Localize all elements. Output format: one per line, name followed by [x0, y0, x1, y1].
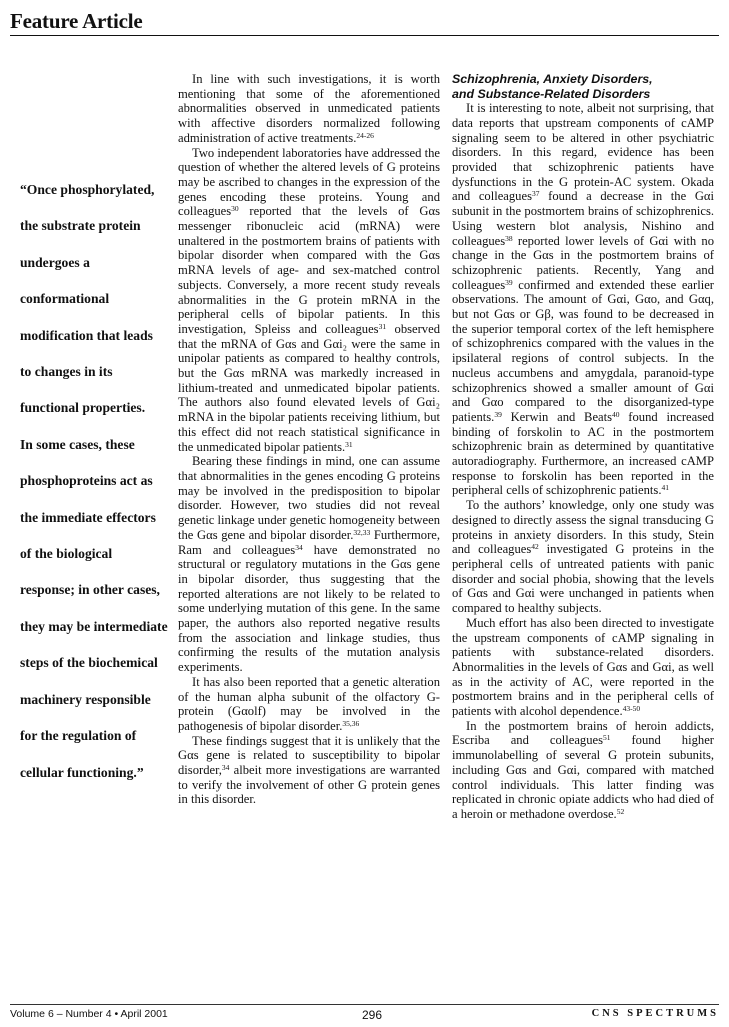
pull-quote-line: steps of the biochemical: [20, 655, 158, 671]
body-paragraph: [178, 146, 440, 455]
right-column: [452, 72, 714, 822]
pull-quote-line: machinery responsible: [20, 691, 151, 707]
body-paragraph: [178, 72, 440, 146]
pull-quote-line: “Once phosphorylated,: [20, 182, 155, 197]
citation-ref: 24-26: [356, 130, 374, 140]
body-paragraph: [452, 616, 714, 719]
paragraph-text: Two independent laboratories have addressed the question of whether the altered levels of G proteins may be ascribed to changes in the expression of the genes encoding these proteins. Young and colleagues: [178, 145, 440, 219]
citation-ref: 38: [505, 233, 513, 243]
citation-ref: 32,33: [353, 527, 371, 537]
pull-quote-line: functional properties.: [20, 400, 146, 416]
pull-quote-line: conformational: [20, 291, 110, 307]
body-paragraph: [178, 675, 440, 734]
section-subheading: [452, 72, 714, 101]
pull-quote-line: modification that leads: [20, 327, 153, 343]
issue-info: Volume 6 – Number 4 • April 2001: [10, 1008, 168, 1020]
paragraph-text: Kerwin and Beats: [501, 409, 613, 424]
body-paragraph: [452, 498, 714, 616]
paragraph-text: In the postmortem brains of heroin addicts, Escriba and colleagues: [452, 718, 714, 748]
header-rule: [10, 35, 719, 36]
footer-rule: [10, 1004, 719, 1005]
pull-quote-line: cellular functioning.”: [20, 764, 144, 780]
citation-ref: 39: [494, 409, 502, 419]
citation-ref: 42: [531, 542, 539, 552]
section-label: Feature Article: [10, 9, 143, 33]
paragraph-text: In line with such investigations, it is worth mentioning that some of the aforementioned abnormalities observed in unmedicated patients with affective disorders normalized following administration of active treatments.: [178, 72, 440, 145]
citation-ref: 52: [616, 806, 625, 816]
paragraph-text: reported that the levels of Gαs messenger ribonucleic acid (mRNA) were unaltered in the postmortem brains of patients with bipolar disorder when compared with the Gαs mRNA levels of age- and sex-matched control subjects. Conversely, a more recent study reveals abnormalities in the G protein mRNA in the peripheral cells of bipolar patients. In this investigation, Spleiss and colleagues: [178, 204, 440, 336]
paragraph-text: confirmed and extended these earlier observations. The amount of Gαi, Gαo, and Gαq, but not Gαs or Gβ, was found to be decreased in the superior temporal cortex of the left hemisphere of schizophrenics compared with the values in the ipsilateral regions of control subjects. In the nucleus accumbens and amygdala, paranoid-type schizophrenics showed a smaller amount of Gαi and Gαo compared to the disorganized-type patients.: [452, 277, 714, 424]
paragraph-text: It has also been reported that a genetic alteration of the human alpha subunit of the olfactory G-protein (Gαolf) may be involved in the pathogenesis of bipolar disorder.: [178, 674, 440, 733]
paragraph-text: have demonstrated no structural or regulatory mutations in the Gαs gene in bipolar disorder, thus suggesting that the reported alterations are not likely to be related to some underlying mutation of this gene. In the same paper, the authors also reported negative results from the association and linkage studies, thus confirming the results of the mutation analysis experiments.: [178, 542, 440, 675]
citation-ref: 51: [603, 733, 611, 743]
paragraph-text: Furthermore, Ram and colleagues: [178, 527, 440, 557]
paragraph-text: found increased binding of forskolin to AC in the postmortem schizophrenic brain as determined by quantitative autoradiography. Furthermore, an increased cAMP response to forskolin has been reported in the peripheral cells of schizophrenic patients.: [452, 409, 714, 498]
pull-quote: [20, 172, 180, 791]
citation-ref: 43-50: [622, 704, 641, 714]
page-number: 296: [361, 1008, 383, 1022]
paragraph-text: To the authors’ knowledge, only one study was designed to directly assess the signal transducing G proteins in anxiety disorders. In this study, Stein and colleagues: [452, 498, 714, 557]
pull-quote-line: to changes in its: [20, 364, 113, 380]
pull-quote-line: phosphoproteins act as: [20, 473, 153, 489]
pull-quote-line: the substrate protein: [20, 218, 141, 234]
body-paragraph: [452, 719, 714, 822]
pull-quote-line: for the regulation of: [20, 728, 137, 744]
citation-ref: 30: [231, 204, 239, 214]
paragraph-text: These findings suggest that it is unlikely that the Gαs gene is related to susceptibility to bipolar disorder,: [178, 733, 440, 778]
pull-quote-line: In some cases, these: [20, 436, 135, 452]
citation-ref: 31: [378, 321, 387, 331]
journal-name: CNS SPECTRUMS: [591, 1008, 719, 1019]
citation-ref: 41: [661, 483, 669, 493]
page-header: [10, 8, 719, 34]
citation-ref: 40: [612, 409, 620, 419]
middle-column: [178, 72, 440, 807]
paragraph-text: observed that the mRNA of Gαs and Gαi₂ were the same in unipolar patients as compared to healthy controls, but the Gαs mRNA was markedly increased in lithium-treated and unmedicated bipolar patients. The authors also found elevated levels of Gαi₂ mRNA in the bipolar patients receiving lithium, but this effect did not reach statistical significance in the unmedicated bipolar patients.: [178, 321, 440, 454]
paragraph-text: albeit more investigations are warranted to verify the involvement of other G protein genes in this disorder.: [178, 763, 440, 807]
pull-quote-line: of the biological: [20, 546, 113, 562]
body-paragraph: [452, 101, 714, 498]
body-paragraph: [178, 454, 440, 675]
right-column-body: [452, 101, 714, 821]
citation-ref: 34: [295, 542, 303, 552]
paragraph-text: investigated G proteins in the peripheral cells of untreated patients with panic disorder and social phobia, showing that the levels of Gαs and Gαi were unchanged in patients when compared to healthy subjects.: [452, 542, 714, 616]
body-paragraph: [178, 734, 440, 808]
pull-quote-line: response; in other cases,: [20, 582, 160, 598]
paragraph-text: found higher immunolabelling of several G protein subunits, including Gαs and Gαi, compared with matched control individuals. This latter finding was replicated in chronic opiate addicts who had died of a heroin or methadone overdose.: [452, 733, 714, 821]
subheading-line: and Substance-Related Disorders: [452, 86, 651, 101]
citation-ref: 34: [221, 763, 230, 773]
page-footer: [10, 1008, 719, 1024]
paragraph-text: reported lower levels of Gαi with no change in the Gαs in the postmortem brains of schizophrenic patients. Recently, Yang and colleagues: [452, 233, 714, 292]
paragraph-text: Bearing these findings in mind, one can assume that abnormalities in the genes encoding G proteins may be involved in the predisposition to bipolar disorder. However, two studies did not reveal genetic linkage under genetic homogeneity between the Gαs gene and bipolar disorder.: [178, 454, 440, 542]
pull-quote-line: they may be intermediate: [20, 618, 168, 634]
citation-ref: 37: [531, 189, 540, 199]
citation-ref: 35,36: [342, 718, 360, 728]
citation-ref: 39: [505, 277, 513, 287]
pull-quote-line: the immediate effectors: [20, 509, 156, 525]
citation-ref: 31: [345, 439, 353, 449]
paragraph-text: It is interesting to note, albeit not surprising, that data reports that upstream components of cAMP signaling seem to be altered in other psychiatric disorders. In this regard, evidence has been provided that schizophrenic patients have dysfunctions in the G protein-AC system. Okada and colleagues: [452, 101, 714, 204]
pull-quote-line: undergoes a: [20, 254, 90, 270]
paragraph-text: found a decrease in the Gαi subunit in the postmortem brains of schizophrenics. Using western blot analysis, Nishino and colleagues: [452, 189, 715, 248]
paragraph-text: Much effort has also been directed to investigate the upstream components of cAMP signaling in patients with substance-related disorders. Abnormalities in the levels of Gαs and Gαi, as well as in the activity of AC, were reported in the postmortem brains and in the peripheral cells of patients with alcohol dependence.: [452, 615, 714, 719]
subheading-line: Schizophrenia, Anxiety Disorders,: [452, 72, 653, 86]
